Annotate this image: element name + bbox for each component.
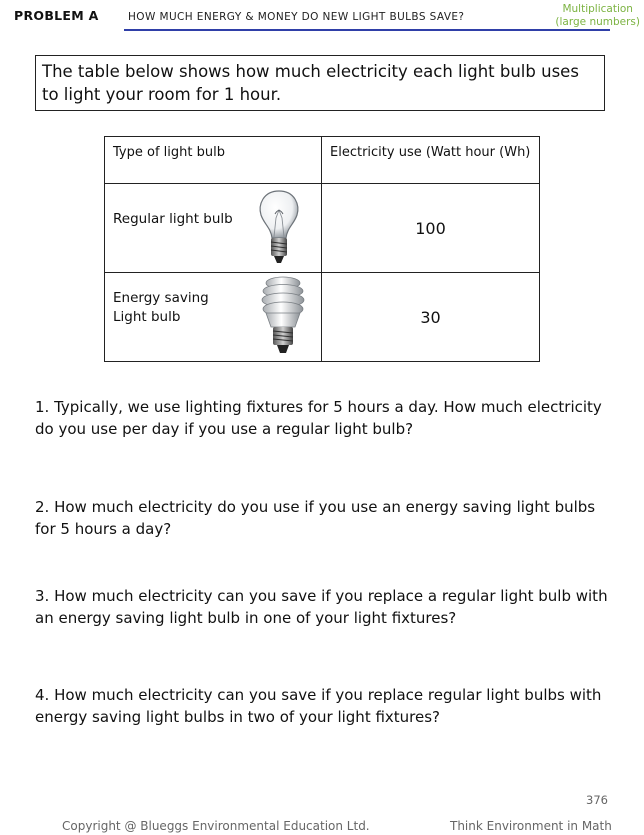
- electricity-value: 30: [420, 307, 441, 327]
- table-row: [105, 184, 540, 273]
- question-4: 4. How much electricity can you save if you replace regular light bulbs with energy saving light bulbs in two of your light fixtures?: [35, 686, 602, 726]
- header-divider: [124, 29, 610, 31]
- table-cell-value: [322, 273, 540, 362]
- electricity-value: 100: [415, 218, 446, 238]
- question-1: 1. Typically, we use lighting fixtures for 5 hours a day. How much electricity do you use per day if you use a regular light bulb?: [35, 398, 602, 438]
- table-header-cell: [322, 137, 540, 184]
- bulb-label-line-1: Energy saving: [113, 290, 209, 306]
- bulb-table: [104, 136, 540, 362]
- problem-label: PROBLEM A: [14, 8, 99, 23]
- bulb-label: Regular light bulb: [113, 211, 233, 227]
- table-cell-type: [105, 273, 322, 362]
- table-header-cell: [105, 137, 322, 184]
- intro-box: The table below shows how much electricity each light bulb uses to light your room for 1 hour.: [35, 55, 605, 111]
- topic-line-2: (large numbers): [555, 16, 640, 28]
- topic-line-1: Multiplication: [562, 3, 633, 15]
- table-header-row: [105, 137, 540, 184]
- incandescent-bulb-icon: [255, 188, 303, 268]
- copyright-text: Copyright @ Blueggs Environmental Education Ltd.: [62, 819, 370, 833]
- column-header-electricity: Electricity use (Watt hour (Wh): [330, 145, 531, 160]
- page-number: 376: [586, 793, 608, 807]
- page-title: HOW MUCH ENERGY & MONEY DO NEW LIGHT BULBS SAVE?: [128, 11, 465, 23]
- bulb-label-line-2: Light bulb: [113, 309, 181, 325]
- table-cell-value: [322, 184, 540, 273]
- book-title: Think Environment in Math: [450, 819, 612, 833]
- topic-tag: [555, 3, 640, 29]
- bulb-label: [113, 289, 209, 327]
- table-cell-type: [105, 184, 322, 273]
- question-3: 3. How much electricity can you save if you replace a regular light bulb with an energy saving light bulb in one of your light fixtures?: [35, 587, 608, 627]
- cfl-bulb-icon: [255, 275, 311, 359]
- question-2: 2. How much electricity do you use if you use an energy saving light bulbs for 5 hours a day?: [35, 498, 596, 538]
- column-header-type: Type of light bulb: [113, 145, 225, 160]
- table-row: [105, 273, 540, 362]
